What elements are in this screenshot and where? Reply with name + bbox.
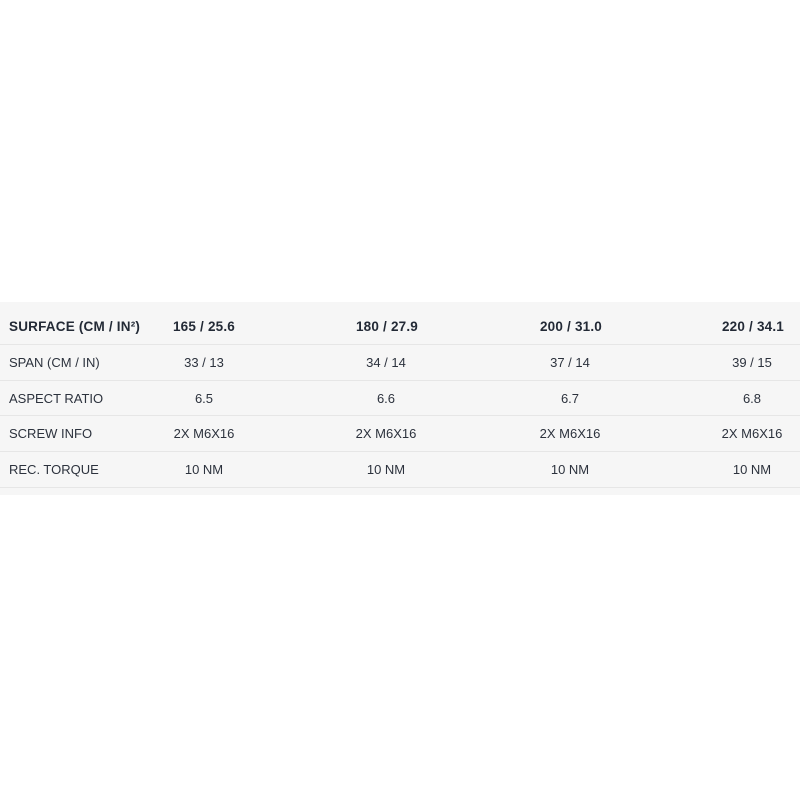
table-cell: 34 / 14 (366, 355, 406, 370)
table-cell: 6.5 (194, 391, 214, 406)
table-cell: 2X M6X16 (355, 426, 417, 441)
table-cell: 2X M6X16 (173, 426, 235, 441)
row-label-span: SPAN (CM / IN) (9, 355, 100, 370)
spec-table (0, 302, 800, 495)
header-size-3: 200 / 31.0 (539, 319, 603, 334)
row-divider (0, 487, 800, 488)
table-cell: 2X M6X16 (721, 426, 783, 441)
table-row-aspect-ratio (0, 381, 800, 417)
row-label-screw-info: SCREW INFO (9, 426, 93, 441)
table-row-screw-info (0, 416, 800, 452)
row-label-rec-torque: REC. TORQUE (9, 462, 99, 477)
table-cell: 6.7 (560, 391, 580, 406)
table-cell: 10 NM (550, 462, 590, 477)
table-cell: 10 NM (366, 462, 406, 477)
table-cell: 33 / 13 (184, 355, 224, 370)
header-size-2: 180 / 27.9 (355, 319, 419, 334)
header-size-1: 165 / 25.6 (172, 319, 236, 334)
header-label-surface: SURFACE (CM / IN²) (9, 319, 141, 334)
table-cell: 2X M6X16 (539, 426, 601, 441)
table-header-row (0, 309, 800, 345)
table-cell: 10 NM (732, 462, 772, 477)
table-cell: 6.8 (742, 391, 762, 406)
table-row-rec-torque (0, 452, 800, 488)
row-label-aspect-ratio: ASPECT RATIO (9, 391, 104, 406)
table-row-span (0, 345, 800, 381)
table-cell: 6.6 (376, 391, 396, 406)
table-cell: 39 / 15 (732, 355, 772, 370)
table-cell: 10 NM (184, 462, 224, 477)
table-cell: 37 / 14 (550, 355, 590, 370)
header-size-4: 220 / 34.1 (721, 319, 785, 334)
